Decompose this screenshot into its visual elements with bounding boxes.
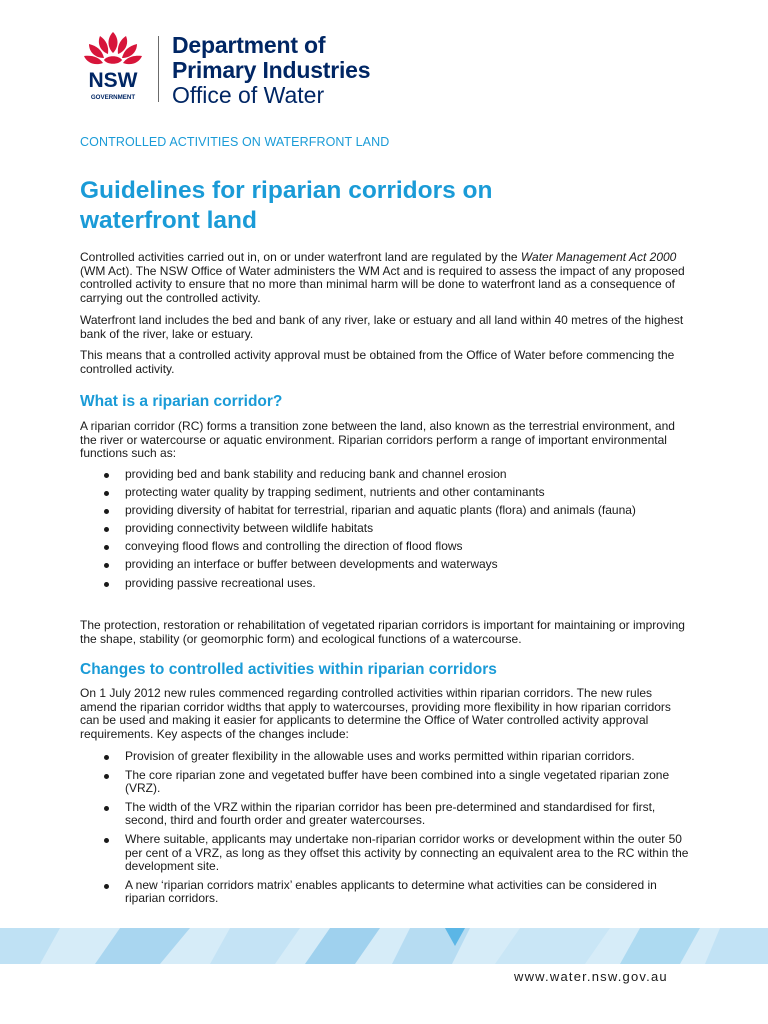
list-item: [80, 558, 690, 572]
bullet-icon: [104, 806, 109, 811]
section-heading-riparian-corridor: What is a riparian corridor?: [80, 393, 283, 410]
bullet-icon: [104, 838, 109, 843]
nsw-waratah-logo: [78, 30, 148, 102]
list-item: [80, 879, 690, 906]
list-item-text: A new ‘riparian corridors matrix’ enables applicants to determine what activities can be considered in riparian corridors.: [125, 877, 657, 906]
department-line-1: Department of: [172, 32, 326, 58]
list-item-text: The core riparian zone and vegetated buffer have been combined into a single vegetated riparian zone (VRZ).: [125, 767, 670, 796]
intro-paragraph-2: Waterfront land includes the bed and bank of any river, lake or estuary and all land within 40 metres of the highest bank of the river, lake or estuary.: [80, 313, 684, 341]
section2-paragraph: On 1 July 2012 new rules commenced regarding controlled activities within riparian corridors. The new rules amend the riparian corridor widths that apply to watercourses, providing more flexibility in how riparian corridors can be used and making it easier for applicants to determine the Office of Water controlled activity approval requirements. Key aspects of the changes include:: [80, 686, 671, 741]
department-name: [172, 33, 370, 108]
section-heading-changes: Changes to controlled activities within riparian corridors: [80, 661, 497, 678]
document-kicker: CONTROLLED ACTIVITIES ON WATERFRONT LAND: [80, 135, 390, 149]
list-item: [80, 801, 690, 828]
list-item: [80, 468, 690, 482]
department-line-2: Primary Industries: [172, 57, 371, 83]
list-item-text: providing passive recreational uses.: [125, 575, 316, 590]
list-item: [80, 750, 690, 764]
bullet-icon: [104, 884, 109, 889]
bullet-icon: [104, 491, 109, 496]
list-item-text: The width of the VRZ within the riparian corridor has been pre-determined and standardised for first, second, third and fourth order and greater watercourses.: [125, 799, 656, 828]
list-item: [80, 769, 690, 796]
list-item: [80, 504, 690, 518]
bullet-icon: [104, 755, 109, 760]
list-item: [80, 486, 690, 500]
bullet-icon: [104, 527, 109, 532]
section1-closing-paragraph: The protection, restoration or rehabilitation of vegetated riparian corridors is important for maintaining or improving the shape, stability (or geomorphic form) and ecological functions of a watercourse.: [80, 618, 685, 646]
bullet-icon: [104, 473, 109, 478]
list-item: [80, 522, 690, 536]
footer-website-link[interactable]: www.water.nsw.gov.au: [514, 969, 668, 984]
bullet-icon: [104, 563, 109, 568]
functions-list: [80, 468, 690, 590]
bullet-icon: [104, 774, 109, 779]
list-item-text: providing diversity of habitat for terrestrial, riparian and aquatic plants (flora) and animals (fauna): [125, 503, 636, 518]
intro-text-a: Controlled activities carried out in, on or under waterfront land are regulated by the: [80, 250, 521, 264]
bullet-icon: [104, 582, 109, 587]
list-item-text: Where suitable, applicants may undertake non-riparian corridor works or development within the outer 50 per cent of a VRZ, as long as they offset this activity by connecting an equivalent area to the RC within the development site.: [125, 831, 689, 874]
bullet-icon: [104, 509, 109, 514]
intro-paragraph-1: [80, 251, 690, 305]
list-item-text: Provision of greater flexibility in the allowable uses and works permitted within riparian corridors.: [125, 749, 635, 763]
list-item-text: providing bed and bank stability and reducing bank and channel erosion: [125, 467, 507, 481]
section1-paragraph: A riparian corridor (RC) forms a transition zone between the land, also known as the terrestrial environment, and the river or watercourse or aquatic environment. Riparian corridors perform a range of important environmental functions such as:: [80, 419, 675, 461]
department-line-3: Office of Water: [172, 82, 325, 108]
list-item-text: providing connectivity between wildlife habitats: [125, 521, 374, 536]
intro-text-b: (WM Act). The NSW Office of Water administers the WM Act and is required to assess the impact of any proposed controlled activity to ensure that no more than minimal harm will be done to waterfront land as a consequence of carrying out the controlled activity.: [80, 263, 685, 305]
bullet-icon: [104, 545, 109, 550]
logo-subtext: GOVERNMENT: [90, 94, 136, 101]
document-title: [80, 176, 700, 236]
footer-wave-band: [0, 928, 768, 964]
list-item-text: conveying flood flows and controlling the direction of flood flows: [125, 539, 463, 554]
title-line-2: waterfront land: [80, 207, 257, 234]
list-item: [80, 833, 690, 874]
list-item: [80, 577, 690, 591]
intro-paragraph-3: This means that a controlled activity approval must be obtained from the Office of Water before commencing the controlled activity.: [80, 348, 675, 376]
changes-list: [80, 750, 690, 906]
list-item-text: providing an interface or buffer between developments and waterways: [125, 557, 498, 572]
act-title: Water Management Act 2000: [520, 250, 677, 264]
title-line-1: Guidelines for riparian corridors on: [80, 177, 493, 204]
list-item-text: protecting water quality by trapping sediment, nutrients and other contaminants: [125, 485, 545, 500]
logo-wordmark: NSW: [88, 69, 138, 92]
list-item: [80, 540, 690, 554]
logo-divider: [158, 36, 159, 102]
